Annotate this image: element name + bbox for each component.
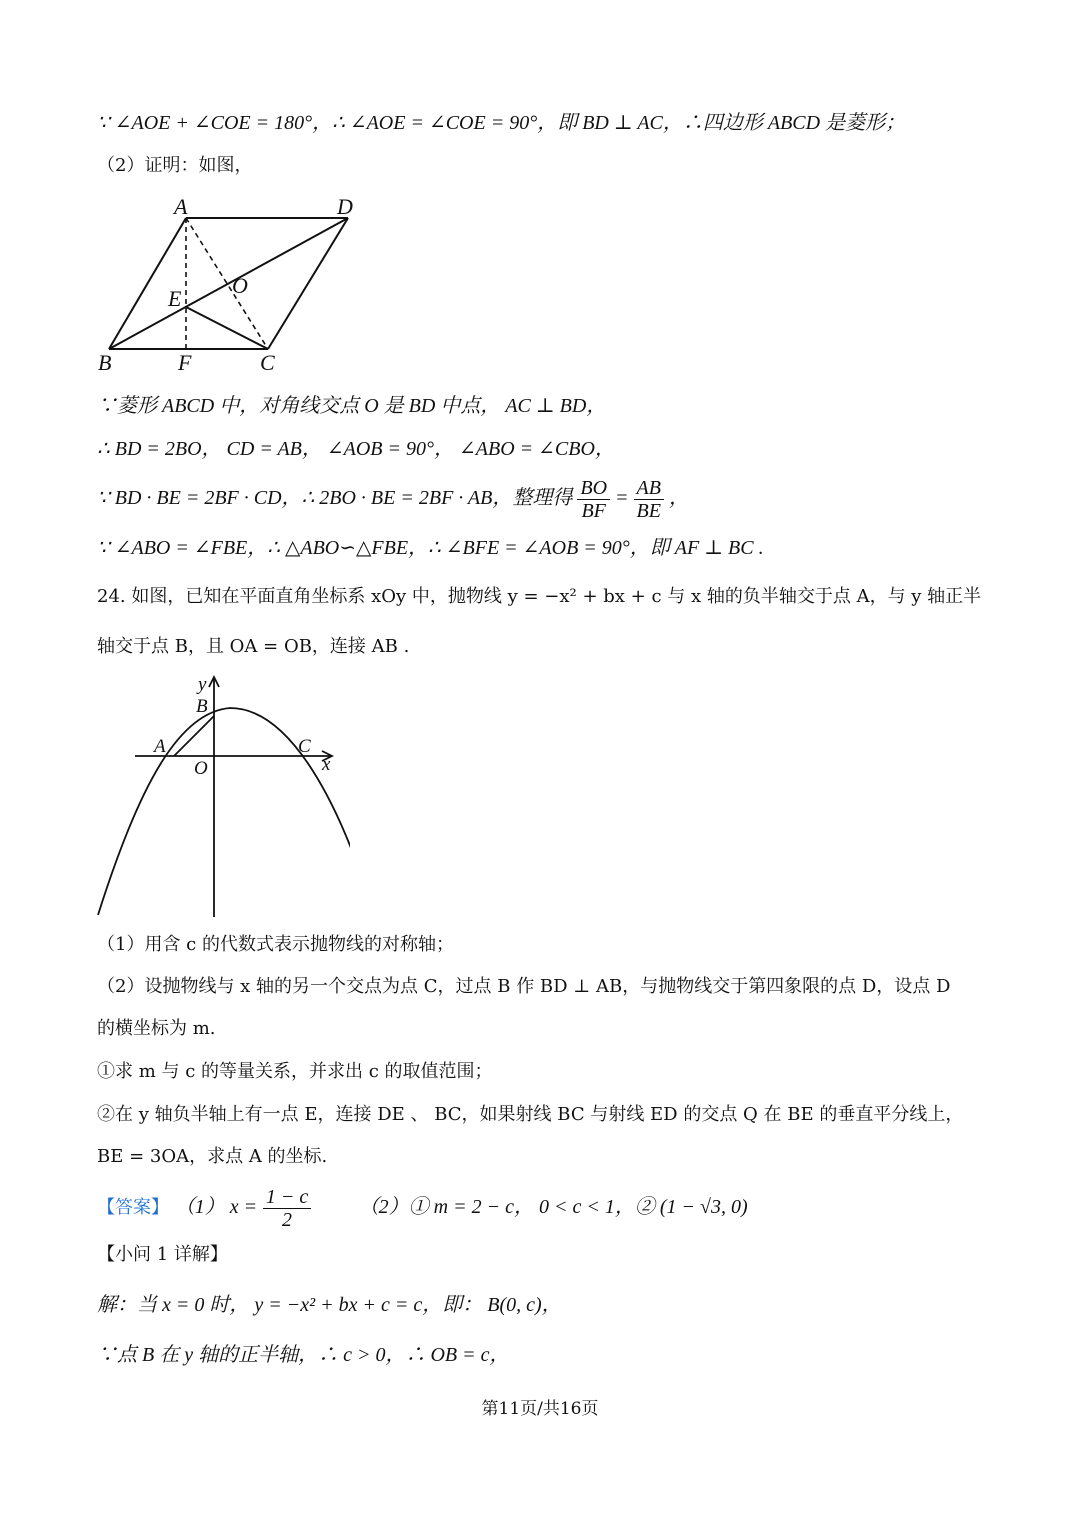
axis-label-y: y: [198, 674, 207, 695]
equals-sign: =: [615, 487, 629, 509]
axis-label-x: x: [322, 754, 331, 775]
label-E: E: [168, 286, 182, 311]
text-line-3: ∵菱形 ABCD 中，对角线交点 O 是 BD 中点， AC ⊥ BD，: [97, 395, 607, 417]
text-line-13: ②在 y 轴负半轴上有一点 E，连接 DE 、 BC，如果射线 BC 与射线 ED 的交点 Q 在 BE 的垂直平分线上，: [97, 1104, 964, 1125]
fraction-denominator: 2: [282, 1208, 293, 1231]
text-line-5-main: ∵ BD · BE = 2BF · CD，∴ 2BO · BE = 2BF · AB，整理得: [97, 487, 573, 509]
text-line-5-end: ，: [668, 487, 689, 509]
answer-line: [97, 1182, 748, 1233]
text-line-11: 的横坐标为 m.: [97, 1018, 216, 1039]
text-line-14: BE = 3OA，求点 A 的坐标.: [97, 1146, 328, 1167]
text-line-18: ∵点 B 在 y 轴的正半轴，∴ c > 0，∴ OB = c，: [97, 1344, 510, 1366]
text-line-16: 【小问 1 详解】: [97, 1244, 228, 1265]
text-line-6: ∵ ∠ABO = ∠FBE，∴ △ABO∽△FBE，∴ ∠BFE = ∠AOB = 90°，即 AF ⊥ BC .: [97, 537, 764, 559]
label-B: B: [98, 350, 112, 375]
text-line-12: ①求 m 与 c 的等量关系，并求出 c 的取值范围；: [97, 1061, 493, 1082]
label-A: A: [154, 736, 166, 757]
label-C: C: [298, 736, 311, 757]
fraction-numerator: 1 − c: [263, 1186, 311, 1209]
label-B: B: [196, 696, 208, 717]
text-line-10: （2）设抛物线与 x 轴的另一个交点为点 C，过点 B 作 BD ⊥ AB，与抛物线交于第四象限的点 D，设点 D: [97, 976, 951, 997]
text-line-5: [97, 474, 689, 522]
label-A: A: [174, 194, 188, 219]
fraction-denominator: BE: [636, 499, 661, 522]
text-line-17: 解：当 x = 0 时， y = −x² + bx + c = c，即： B(0, c)，: [97, 1294, 562, 1316]
answer-fraction: [263, 1186, 311, 1231]
fraction-bo-bf: [577, 477, 610, 522]
fraction-numerator: AB: [634, 477, 664, 500]
answer-part-2: （2）① m = 2 − c， 0 < c < 1，② (1 − √3, 0): [358, 1196, 748, 1218]
text-line-8: 轴交于点 B，且 OA = OB，连接 AB .: [97, 636, 410, 657]
label-O: O: [194, 758, 208, 779]
label-F: F: [178, 350, 192, 375]
text-line-2: （2）证明：如图，: [97, 155, 253, 176]
fraction-numerator: BO: [577, 477, 610, 500]
text-line-4: ∴ BD = 2BO， CD = AB， ∠AOB = 90°， ∠ABO = ∠CBO，: [97, 438, 615, 460]
page-footer: 第11页/共16页: [481, 1399, 599, 1419]
text-line-1: ∵ ∠AOE + ∠COE = 180°，∴ ∠AOE = ∠COE = 90°，即 BD ⊥ AC，∴四边形 ABCD 是菱形；: [97, 112, 906, 134]
rhombus-figure: [90, 188, 370, 378]
parabola-figure: [90, 672, 350, 922]
answer-part-1: （1） x =: [174, 1196, 258, 1218]
fraction-ab-be: [634, 477, 664, 522]
fraction-denominator: BF: [581, 499, 606, 522]
answer-tag: 【答案】: [97, 1197, 169, 1218]
text-line-9: （1）用含 c 的代数式表示抛物线的对称轴；: [97, 934, 454, 955]
label-C: C: [260, 350, 275, 375]
text-line-7: 24. 如图，已知在平面直角坐标系 xOy 中，抛物线 y = −x² + bx + c 与 x 轴的负半轴交于点 A，与 y 轴正半: [97, 586, 982, 607]
label-D: D: [337, 194, 353, 219]
label-O: O: [232, 273, 248, 298]
